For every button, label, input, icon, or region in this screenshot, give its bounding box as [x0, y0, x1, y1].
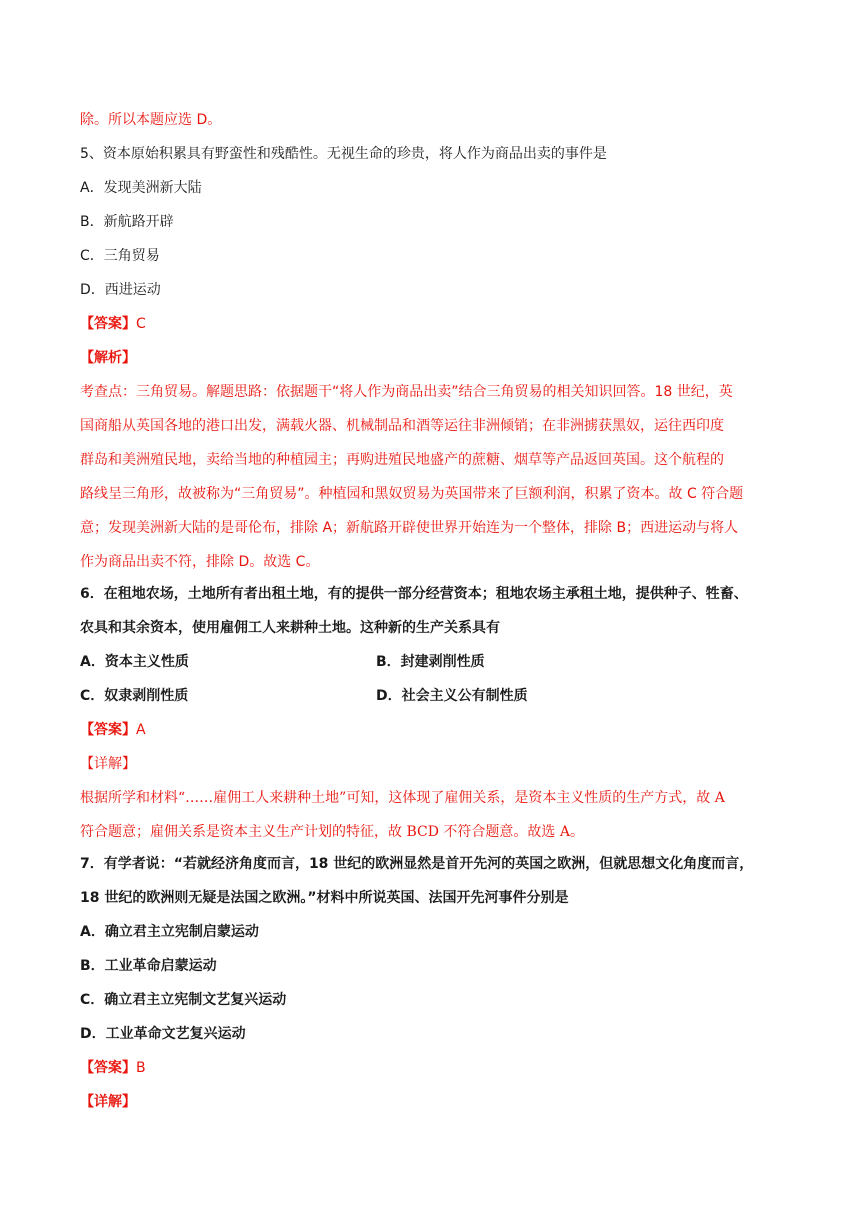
q6-detail-line: 根据所学和材料“……雇佣工人来耕种土地”可知，这体现了雇佣关系，是资本主义性质的生产方式，故 A — [80, 790, 725, 806]
q7-stem-line: 18 世纪的欧洲则无疑是法国之欧洲。”材料中所说英国、法国开先河事件分别是 — [80, 890, 569, 906]
answer-value: B — [136, 1060, 146, 1076]
q7-detail-label: 【详解】 — [80, 1094, 136, 1110]
q6-option-c: C．奴隶剥削性质 — [80, 688, 189, 704]
q7-option-b: B．工业革命启蒙运动 — [80, 958, 217, 974]
q5-analysis-label: 【解析】 — [80, 350, 136, 366]
q6-answer — [80, 720, 146, 740]
q6-option-a: A．资本主义性质 — [80, 654, 189, 670]
answer-value: C — [136, 316, 146, 332]
answer-label: 【答案】 — [80, 316, 136, 332]
q5-option-c: C．三角贸易 — [80, 248, 160, 264]
answer-label: 【答案】 — [80, 1060, 136, 1076]
q7-stem-line: 7．有学者说：“若就经济角度而言，18 世纪的欧洲显然是首开先河的英国之欧洲，但就思想文化角度而言， — [80, 856, 754, 872]
answer-value: A — [136, 722, 146, 738]
q6-detail-line: 符合题意；雇佣关系是资本主义生产计划的特征，故 BCD 不符合题意。故选 A。 — [80, 824, 584, 840]
answer-label: 【答案】 — [80, 722, 136, 738]
q5-stem: 5、资本原始积累具有野蛮性和残酷性。无视生命的珍贵，将人作为商品出卖的事件是 — [80, 146, 607, 162]
q4-conclusion: 除。所以本题应选 D。 — [80, 112, 222, 128]
q6-option-d: D．社会主义公有制性质 — [376, 688, 528, 704]
q5-option-b: B．新航路开辟 — [80, 214, 174, 230]
q6-stem-line: 6．在租地农场，土地所有者出租土地，有的提供一部分经营资本；租地农场主承租土地，提供种子、牲畜、 — [80, 586, 748, 602]
q6-stem-line: 农具和其余资本，使用雇佣工人来耕种土地。这种新的生产关系具有 — [80, 620, 500, 636]
q5-option-a: A．发现美洲新大陆 — [80, 180, 202, 196]
q7-option-a: A．确立君主立宪制启蒙运动 — [80, 924, 259, 940]
q5-analysis-line: 考查点：三角贸易。解题思路：依据题干“将人作为商品出卖”结合三角贸易的相关知识回答。18 世纪，英 — [80, 384, 733, 400]
q7-answer — [80, 1058, 146, 1078]
q5-option-d: D．西进运动 — [80, 282, 161, 298]
q5-analysis-line: 作为商品出卖不符，排除 D。故选 C。 — [80, 554, 320, 570]
q5-answer — [80, 314, 146, 334]
q6-detail-label: 【详解】 — [80, 756, 136, 772]
q5-analysis-line: 群岛和美洲殖民地，卖给当地的种植园主；再购进殖民地盛产的蔗糖、烟草等产品返回英国。这个航程的 — [80, 452, 724, 468]
q5-analysis-line: 国商船从英国各地的港口出发，满载火器、机械制品和酒等运往非洲倾销；在非洲掳获黑奴，运往西印度 — [80, 418, 724, 434]
q6-option-b: B．封建剥削性质 — [376, 654, 485, 670]
q7-option-d: D．工业革命文艺复兴运动 — [80, 1026, 246, 1042]
q5-analysis-line: 意；发现美洲新大陆的是哥伦布，排除 A；新航路开辟使世界开始连为一个整体，排除 B；西进运动与将人 — [80, 520, 739, 536]
q5-analysis-line: 路线呈三角形，故被称为“三角贸易”。种植园和黑奴贸易为英国带来了巨额利润，积累了资本。故 C 符合题 — [80, 486, 744, 502]
q7-option-c: C．确立君主立宪制文艺复兴运动 — [80, 992, 287, 1008]
